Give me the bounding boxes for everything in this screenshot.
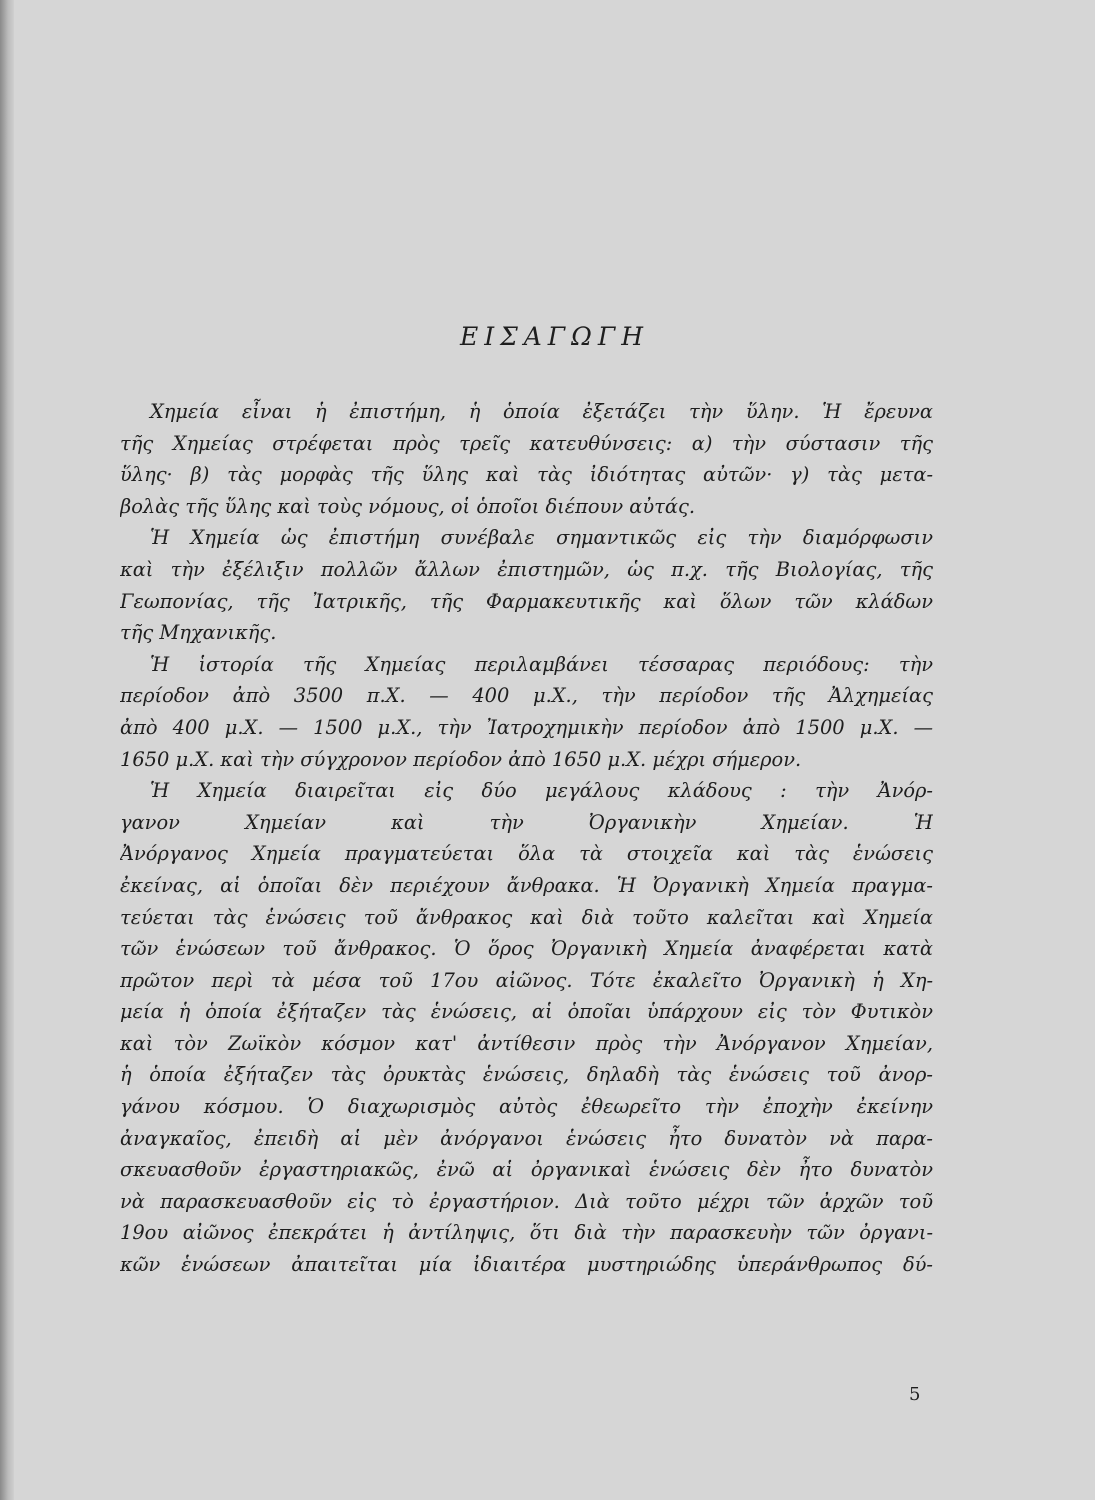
text-line: ἡ ὁποία ἐξήταζεν τὰς ὀρυκτὰς ἑνώσεις, δηλαδὴ τὰς ἑνώσεις τοῦ ἀνορ- — [120, 1063, 933, 1087]
text-line: γάνου κόσμου. Ὁ διαχωρισμὸς αὐτὸς ἐθεωρεῖτο τὴν ἐποχὴν ἐκείνην — [120, 1095, 933, 1119]
text-line: τῆς Χημείας στρέφεται πρὸς τρεῖς κατευθύνσεις: α) τὴν σύστασιν τῆς — [120, 431, 933, 455]
text-line: Γεωπονίας, τῆς Ἰατρικῆς, τῆς Φαρμακευτικῆς καὶ ὅλων τῶν κλάδων — [120, 589, 933, 613]
text-line: Ἡ Χημεία ὡς ἐπιστήμη συνέβαλε σημαντικῶς εἰς τὴν διαμόρφωσιν — [150, 526, 933, 550]
text-line: ἐκείνας, αἱ ὁποῖαι δὲν περιέχουν ἄνθρακα. Ἡ Ὀργανικὴ Χημεία πραγμα- — [120, 873, 933, 897]
text-line: Ἡ Χημεία διαιρεῖται εἰς δύο μεγάλους κλάδους : τὴν Ἀνόρ- — [150, 779, 933, 803]
text-line: 1650 μ.Χ. καὶ τὴν σύγχρονον περίοδον ἀπὸ 1650 μ.Χ. μέχρι σήμερον. — [120, 747, 802, 771]
text-line: ἀπὸ 400 μ.Χ. — 1500 μ.Χ., τὴν Ἰατροχημικὴν περίοδον ἀπὸ 1500 μ.Χ. — — [120, 715, 933, 739]
text-line: Ἀνόργανος Χημεία πραγματεύεται ὅλα τὰ στοιχεῖα καὶ τὰς ἑνώσεις — [120, 842, 933, 866]
text-line: τεύεται τὰς ἑνώσεις τοῦ ἄνθρακος καὶ διὰ τοῦτο καλεῖται καὶ Χημεία — [120, 905, 933, 929]
text-line: Χημεία εἶναι ἡ ἐπιστήμη, ἡ ὁποία ἐξετάζει τὴν ὕλην. Ἡ ἔρευνα — [150, 400, 933, 423]
text-line: μεία ἡ ὁποία ἐξήταζεν τὰς ἑνώσεις, αἱ ὁποῖαι ὑπάρχουν εἰς τὸν Φυτικὸν — [120, 1000, 933, 1024]
text-line: ὕλης· β) τὰς μορφὰς τῆς ὕλης καὶ τὰς ἰδιότητας αὐτῶν· γ) τὰς μετα- — [120, 463, 933, 487]
text-line: νὰ παρασκευασθοῦν εἰς τὸ ἐργαστήριον. Διὰ τοῦτο μέχρι τῶν ἀρχῶν τοῦ — [120, 1189, 933, 1213]
book-page — [14, 0, 1095, 1500]
text-line: βολὰς τῆς ὕλης καὶ τοὺς νόμους, οἱ ὁποῖοι διέπουν αὐτάς. — [120, 494, 696, 518]
text-line: τῆς Μηχανικῆς. — [120, 621, 277, 645]
text-line: καὶ τὴν ἐξέλιξιν πολλῶν ἄλλων ἐπιστημῶν, ὡς π.χ. τῆς Βιολογίας, τῆς — [120, 557, 933, 581]
text-line: γανον Χημείαν καὶ τὴν Ὀργανικὴν Χημείαν. Ἡ — [120, 810, 933, 834]
page-number: 5 — [909, 1384, 921, 1405]
text-line: 19ου αἰῶνος ἐπεκράτει ἡ ἀντίληψις, ὅτι διὰ τὴν παρασκευὴν τῶν ὀργανι- — [120, 1221, 933, 1245]
text-line: περίοδον ἀπὸ 3500 π.Χ. — 400 μ.Χ., τὴν περίοδον τῆς Ἀλχημείας — [120, 684, 933, 708]
text-line: σκευασθοῦν ἐργαστηριακῶς, ἐνῶ αἱ ὀργανικαὶ ἑνώσεις δὲν ἦτο δυνατὸν — [120, 1158, 933, 1182]
text-line: καὶ τὸν Ζωϊκὸν κόσμον κατ' ἀντίθεσιν πρὸς τὴν Ἀνόργανον Χημείαν, — [120, 1031, 933, 1055]
book-binding-edge — [0, 0, 14, 1500]
text-line: κῶν ἑνώσεων ἀπαιτεῖται μία ἰδιαιτέρα μυστηριώδης ὑπεράνθρωπος δύ- — [120, 1253, 933, 1277]
page-title: ΕΙΣΑΓΩΓΗ — [459, 322, 650, 351]
body-text — [120, 396, 933, 1281]
text-line: Ἡ ἱστορία τῆς Χημείας περιλαμβάνει τέσσαρας περιόδους: τὴν — [150, 652, 933, 676]
text-line: τῶν ἑνώσεων τοῦ ἄνθρακος. Ὁ ὅρος Ὀργανικὴ Χημεία ἀναφέρεται κατὰ — [120, 937, 933, 961]
text-line: πρῶτον περὶ τὰ μέσα τοῦ 17ου αἰῶνος. Τότε ἐκαλεῖτο Ὀργανικὴ ἡ Χη- — [120, 968, 933, 992]
text-line: ἀναγκαῖος, ἐπειδὴ αἱ μὲν ἀνόργανοι ἑνώσεις ἦτο δυνατὸν νὰ παρα- — [120, 1126, 933, 1150]
